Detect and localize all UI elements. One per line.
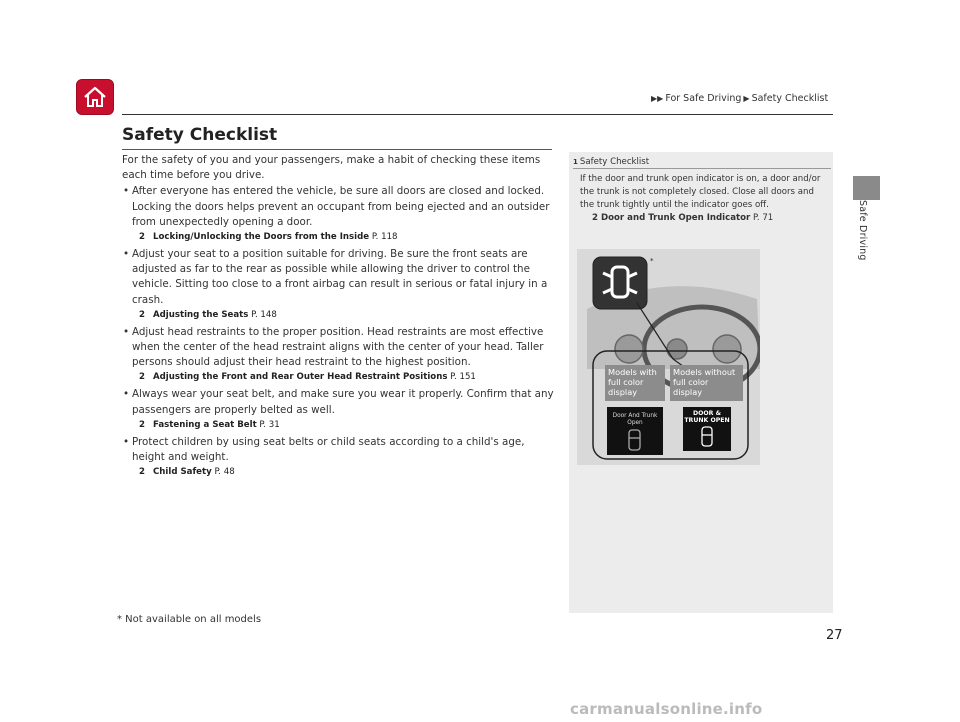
label-full-color-line: display [608,387,638,397]
page-number: 27 [826,628,843,643]
chapter-tab[interactable] [853,176,880,200]
sidebar-body-text: If the door and trunk open indicator is on, a door and/or the trunk is not completely closed. Close all doors and the trunk tightly until the indicator goes off. [580,174,821,210]
checklist-item-text: Adjust head restraints to the proper position. Head restraints are most effective when the center of the head restraint aligns with the center of your head. Taller persons should adjust their head restraint to the highest position. [132,325,544,369]
page-title: Safety Checklist [122,125,278,145]
reference-arrow-icon: 2 [592,213,598,224]
header-divider [122,114,833,115]
breadcrumb-arrow-icon: ▶ [743,94,750,103]
left-gauge [615,335,643,363]
reference-page: P. 151 [450,372,476,383]
reference-page: P. 31 [259,419,280,430]
cross-reference-link[interactable]: 2 Child Safety P. 48 [139,467,235,478]
intro-text: For the safety of you and your passengers, make a habit of checking these items each time before you drive. [122,154,541,182]
title-divider [122,149,552,150]
breadcrumb-item-safety-checklist[interactable]: Safety Checklist [751,93,829,104]
reference-title: Locking/Unlocking the Doors from the Inside [153,232,370,243]
figure-asterisk: * [650,257,654,265]
checklist-item [122,184,554,244]
watermark: carmanualsonline.info [570,700,763,718]
reference-page: P. 148 [251,309,277,320]
breadcrumb-item-for-safe-driving[interactable]: For Safe Driving [665,93,742,104]
breadcrumb [651,93,828,104]
cross-reference-link[interactable]: 2 Adjusting the Front and Rear Outer Head Restraint Positions P. 151 [139,372,476,383]
monochrome-screen-text-line2: TRUNK OPEN [684,417,730,424]
sidebar-cross-reference-link[interactable] [592,212,824,225]
checklist-item-text: Protect children by using seat belts or child seats according to a child's age, height and weight. [132,435,525,464]
bullet-icon: • [123,185,130,198]
cross-reference-link[interactable]: 2 Adjusting the Seats P. 148 [139,309,277,320]
breadcrumb-arrow-icon: ▶▶ [651,94,664,103]
reference-page: P. 71 [753,213,774,224]
reference-title: Child Safety [153,467,212,478]
checklist-item [122,325,554,385]
footnote: * Not available on all models [117,614,262,625]
door-indicator-callout [593,257,647,309]
monochrome-screen-text-line1: DOOR & [693,410,721,417]
home-icon [82,85,108,109]
note-marker-icon: 1 [573,158,578,166]
center-display [667,339,687,359]
checklist-item-text: After everyone has entered the vehicle, be sure all doors are closed and locked. Locking the doors helps prevent an occupant from being ejected and an outsider from unexpectedly opening a door. [132,185,550,228]
chapter-tab-label: Safe Driving [857,200,868,261]
checklist-item [122,247,554,322]
cross-reference-link[interactable]: 2 Fastening a Seat Belt P. 31 [139,419,280,430]
checklist-item [122,387,554,431]
main-content [122,153,554,482]
label-full-color-line: Models with [608,367,657,377]
checklist-item [122,435,554,479]
bullet-icon: • [123,435,130,448]
sidebar-heading [573,157,649,167]
label-full-color-line: full color [608,377,644,387]
checklist-item-text: Adjust your seat to a position suitable for driving. Be sure the front seats are adjusted as far to the rear as possible while allowing the driver to control the vehicle. Sitting too close to a front airbag can result in serious or fatal injury in a crash. [132,248,548,306]
bullet-icon: • [123,388,130,401]
cross-reference-link[interactable]: 2 Locking/Unlocking the Doors from the Inside P. 118 [139,232,398,243]
full-color-screen-text-line1: Door And Trunk [612,413,658,419]
sidebar-divider [573,168,831,169]
door-trunk-indicator-figure [577,249,760,465]
home-button[interactable] [76,79,114,115]
bullet-icon: • [123,248,130,261]
sidebar-body [580,173,824,225]
full-color-screen-text-line2: Open [627,420,643,426]
right-gauge [713,335,741,363]
reference-title: Adjusting the Seats [153,309,249,320]
sidebar-heading-text: Safety Checklist [579,157,650,167]
label-no-full-color-line: Models without [673,367,736,377]
reference-title: Fastening a Seat Belt [153,419,257,430]
reference-page: P. 118 [371,232,398,243]
label-no-full-color-line: full color [673,377,709,387]
label-no-full-color-line: display [673,387,703,397]
checklist-item-text: Always wear your seat belt, and make sure you wear it properly. Confirm that any passengers are properly belted as well. [132,388,554,416]
reference-page: P. 48 [214,467,235,478]
reference-title: Door and Trunk Open Indicator [600,213,751,224]
bullet-icon: • [123,325,130,338]
reference-title: Adjusting the Front and Rear Outer Head Restraint Positions [153,372,448,383]
